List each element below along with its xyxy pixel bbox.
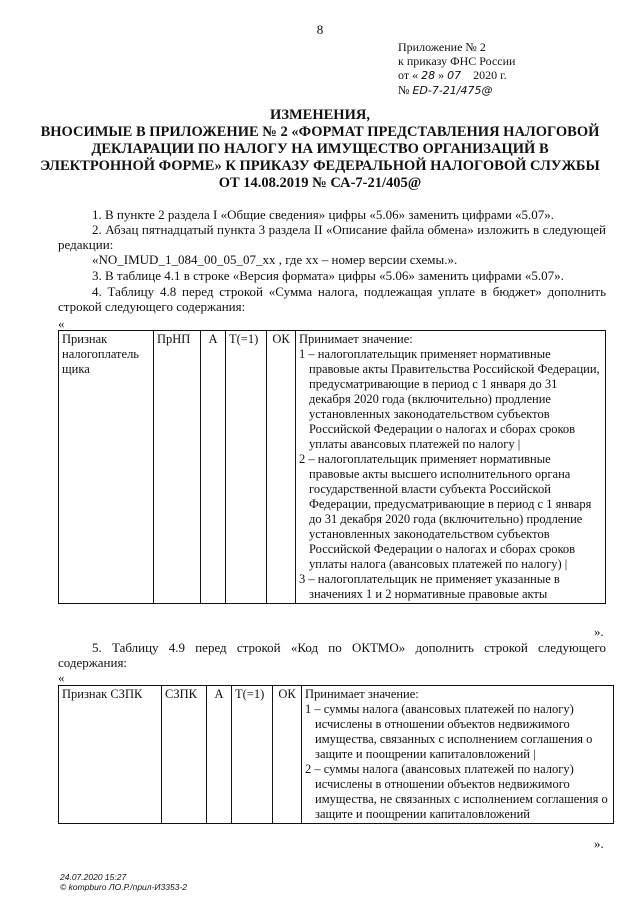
item-2: 2. Абзац пятнадцатый пункта 3 раздела II «Описание файла обмена» изложить в следующей редакции: <box>58 222 606 252</box>
item-5: 5. Таблицу 4.9 перед строкой «Код по ОКТМО» дополнить строкой следующего содержания: <box>58 640 606 670</box>
stamp-line-2: к приказу ФНС России <box>398 54 516 68</box>
stamp-number: № ED-7-21/475@ <box>398 83 493 97</box>
cell-name: Признак СЗПК <box>59 686 162 824</box>
cell-format: T(=1) <box>226 331 267 604</box>
document-title: ИЗМЕНЕНИЯ, ВНОСИМЫЕ В ПРИЛОЖЕНИЕ № 2 «ФОРМАТ ПРЕДСТАВЛЕНИЯ НАЛОГОВОЙ ДЕКЛАРАЦИИ ПО НАЛОГУ НА ИМУЩЕСТВО ОРГАНИЗАЦИЙ В ЭЛЕКТРОННОЙ ФОРМЕ» К ПРИКАЗУ ФЕДЕРАЛЬНОЙ НАЛОГОВОЙ СЛУЖБЫ ОТ 14.08.2019 № СА-7-21/405@ <box>40 107 600 191</box>
value-2: 2 – налогоплательщик применяет нормативные правовые акты высшего исполнительного органа государственной власти субъекта Российской Федерации, предусматривающие в период с 1 января до 31 декабря 2020 года (включительно) продление установленных законодательством субъектов Российской Федерации о налогах и сборах сроков уплаты налога (авансовых платежей по налогу) | <box>299 452 592 571</box>
item-3: 3. В таблице 4.1 в строке «Версия формата» цифры «5.06» заменить цифрами «5.07». <box>92 268 564 283</box>
cell-name: Признак налогоплатель щика <box>59 331 154 604</box>
cell-values: Принимает значение: 1 – налогоплательщик применяет нормативные правовые акты Правительства Российской Федерации, предусматривающие в период с 1 января до 31 декабря 2020 года (включительно) продление установленных законодательством субъектов Российской Федерации о налогах и сборах сроков уплаты авансовых платежей по налогу | 2 – налогоплательщик применяет нормативные правовые акты высшего исполнительного органа государственной власти субъекта Российской Федерации, предусматривающие в период с 1 января до 31 декабря 2020 года (включительно) продление установленных законодательством субъектов Российской Федерации о налогах и сборах сроков уплаты налога (авансовых платежей по налогу) | 3 – налогоплательщик не применяет указанные в значениях 1 и 2 нормативные правовые акты <box>296 331 606 604</box>
table-4-9-row <box>58 685 614 824</box>
cell-req: ОК <box>273 686 302 824</box>
stamp-date: от « 28 » 07 2020 г. <box>398 68 507 82</box>
value-1: 1 – суммы налога (авансовых платежей по налогу) исчислены в отношении объектов недвижимого имущества, связанных с исполнением соглашения о защите и поощрении капиталовложений | <box>305 702 593 761</box>
quote-open-1: « <box>58 316 65 331</box>
cell-req: ОК <box>267 331 296 604</box>
handwritten-day: 28 <box>421 69 436 82</box>
cell-code: СЗПК <box>162 686 207 824</box>
cell-code: ПрНП <box>154 331 201 604</box>
handwritten-number: ED-7-21/475@ <box>412 84 493 97</box>
value-2: 2 – суммы налога (авансовых платежей по налогу) исчислены в отношении объектов недвижимого имущества, не связанных с исполнением соглашения о защите и поощрении капиталовложений <box>305 762 608 821</box>
cell-format: Т(=1) <box>232 686 273 824</box>
value-3: 3 – налогоплательщик не применяет указанные в значениях 1 и 2 нормативные правовые акты <box>299 572 560 601</box>
page-number: 8 <box>316 22 324 37</box>
table-4-8-row <box>58 330 606 604</box>
cell-type: А <box>207 686 232 824</box>
footer-print-info: 24.07.2020 15:27 © kompburo ЛО.Р./прил-И3353-2 <box>60 872 187 892</box>
handwritten-month: 07 <box>447 69 462 82</box>
quote-open-2: « <box>58 670 65 685</box>
approval-stamp <box>398 40 515 98</box>
stamp-line-1: Приложение № 2 <box>398 40 486 54</box>
item-4: 4. Таблицу 4.8 перед строкой «Сумма налога, подлежащая уплате в бюджет» дополнить строкой следующего содержания: <box>58 284 606 314</box>
cell-values: Принимает значение: 1 – суммы налога (авансовых платежей по налогу) исчислены в отношении объектов недвижимого имущества, связанных с исполнением соглашения о защите и поощрении капиталовложений | 2 – суммы налога (авансовых платежей по налогу) исчислены в отношении объектов недвижимого имущества, не связанных с исполнением соглашения о защите и поощрении капиталовложений <box>302 686 614 824</box>
item-1: 1. В пункте 2 раздела I «Общие сведения» цифры «5.06» заменить цифрами «5.07». <box>92 207 555 222</box>
item-2-quote: «NO_IMUD_1_084_00_05_07_xx , где xx – номер версии схемы.». <box>92 252 458 267</box>
quote-close-1: ». <box>594 624 604 639</box>
cell-type: А <box>201 331 226 604</box>
quote-close-2: ». <box>594 836 604 851</box>
value-1: 1 – налогоплательщик применяет нормативные правовые акты Правительства Российской Федерации, предусматривающие в период с 1 января до 31 декабря 2020 года (включительно) продление установленных законодательством субъектов Российской Федерации о налогах и сборах сроков уплаты авансовых платежей по налогу | <box>299 347 600 451</box>
